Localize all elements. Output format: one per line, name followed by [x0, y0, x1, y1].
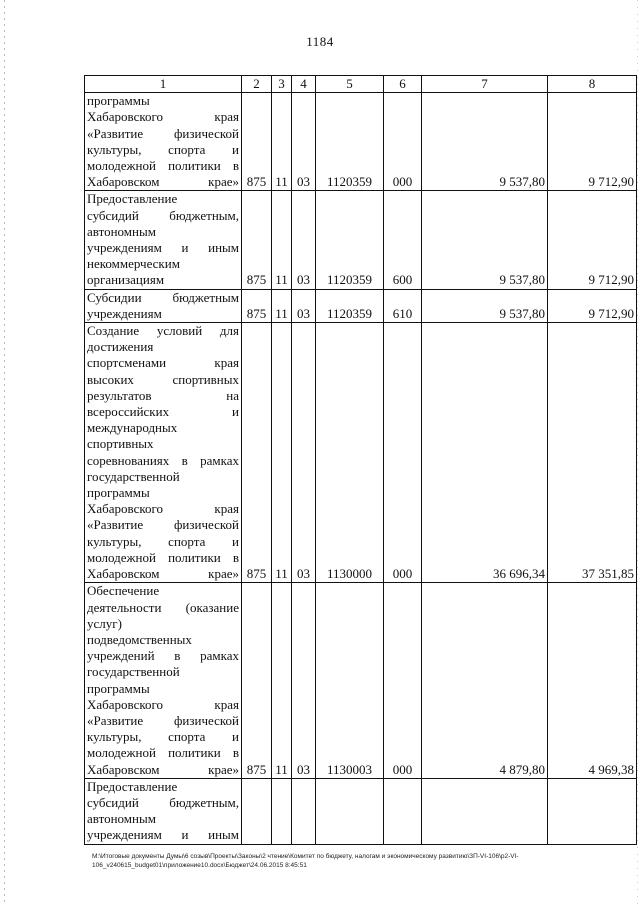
description-line: Предоставление [87, 191, 178, 207]
description-line: культуры, спорта и [87, 141, 239, 157]
description-line: Хабаровского края [87, 109, 239, 125]
description-line: государственной [87, 468, 180, 484]
description-line: подведомственных [87, 631, 192, 647]
description-line: субсидий бюджетным, [87, 207, 239, 223]
header-col-5: 5 [316, 76, 384, 93]
table-row [85, 191, 637, 289]
header-col-7: 7 [422, 76, 548, 93]
target-article-cell [316, 778, 384, 844]
description-line: автономным [87, 223, 156, 239]
description-line: Хабаровского края [87, 696, 239, 712]
expense-type-cell [384, 778, 422, 844]
admin-code-cell: 875 [242, 583, 272, 778]
description-line: программы [87, 93, 150, 109]
header-col-8: 8 [548, 76, 637, 93]
amount-year-2-cell: 9 712,90 [548, 191, 637, 289]
target-article-cell: 1120359 [316, 93, 384, 191]
header-col-2: 2 [242, 76, 272, 93]
description-line: спортивных [87, 436, 154, 452]
amount-year-1-cell: 4 879,80 [422, 583, 548, 778]
description-line: программы [87, 680, 150, 696]
header-col-4: 4 [292, 76, 316, 93]
scan-edge-right [637, 0, 638, 905]
target-article-cell: 1120359 [316, 191, 384, 289]
admin-code-cell: 875 [242, 289, 272, 322]
description-line: «Развитие физической [87, 712, 239, 728]
admin-code-cell: 875 [242, 93, 272, 191]
footer-path-line-1: M:\Итоговые документы Думы\6 созыв\Проекты\Законы\2 чтение\Комитет по бюджету, налогам и экономическому развитию\ЗП-VI-106\р2-VI- [92, 853, 519, 860]
admin-code-cell: 875 [242, 191, 272, 289]
table-body [85, 93, 637, 844]
description-line: Создание условий для [87, 323, 239, 339]
description-cell [85, 323, 242, 583]
budget-table [84, 75, 637, 845]
section-cell: 11 [272, 583, 292, 778]
description-line: некоммерческим [87, 256, 180, 272]
amount-year-2-cell: 4 969,38 [548, 583, 637, 778]
description-line: Хабаровского края [87, 501, 239, 517]
description-line: учреждениям и иным [87, 240, 239, 256]
table-header-row [85, 76, 637, 93]
description-line: Хабаровском крае» [87, 761, 239, 777]
description-line: учреждениям [87, 305, 162, 321]
description-line: учреждениям и иным [87, 827, 239, 843]
description-cell [85, 191, 242, 289]
description-line: высоких спортивных [87, 371, 239, 387]
subsection-cell: 03 [292, 289, 316, 322]
header-col-6: 6 [384, 76, 422, 93]
amount-year-2-cell: 37 351,85 [548, 323, 637, 583]
expense-type-cell: 000 [384, 583, 422, 778]
amount-year-1-cell: 9 537,80 [422, 93, 548, 191]
subsection-cell: 03 [292, 323, 316, 583]
table-row [85, 93, 637, 191]
table-row [85, 778, 637, 844]
section-cell [272, 778, 292, 844]
subsection-cell: 03 [292, 93, 316, 191]
amount-year-1-cell: 9 537,80 [422, 191, 548, 289]
admin-code-cell: 875 [242, 323, 272, 583]
description-line: соревнованиях в рамках [87, 452, 239, 468]
description-line: Предоставление [87, 778, 178, 794]
amount-year-1-cell: 36 696,34 [422, 323, 548, 583]
expense-type-cell: 000 [384, 323, 422, 583]
amount-year-1-cell [422, 778, 548, 844]
description-line: культуры, спорта и [87, 533, 239, 549]
description-line: международных [87, 420, 178, 436]
description-line: «Развитие физической [87, 517, 239, 533]
table-row [85, 323, 637, 583]
document-path-footer [92, 852, 612, 870]
description-line: Хабаровском крае» [87, 174, 239, 190]
section-cell: 11 [272, 323, 292, 583]
table-row [85, 583, 637, 778]
description-line: молодежной политики в [87, 158, 239, 174]
description-line: молодежной политики в [87, 549, 239, 565]
amount-year-2-cell: 9 712,90 [548, 93, 637, 191]
amount-year-2-cell: 9 712,90 [548, 289, 637, 322]
amount-year-2-cell [548, 778, 637, 844]
description-line: субсидий бюджетным, [87, 794, 239, 810]
section-cell: 11 [272, 93, 292, 191]
amount-year-1-cell: 9 537,80 [422, 289, 548, 322]
description-cell [85, 93, 242, 191]
header-col-3: 3 [272, 76, 292, 93]
description-line: программы [87, 485, 150, 501]
description-line: деятельности (оказание [87, 599, 239, 615]
expense-type-cell: 610 [384, 289, 422, 322]
admin-code-cell [242, 778, 272, 844]
section-cell: 11 [272, 191, 292, 289]
description-line: культуры, спорта и [87, 729, 239, 745]
target-article-cell: 1130000 [316, 323, 384, 583]
description-line: результатов на [87, 387, 239, 403]
description-line: организациям [87, 272, 165, 288]
description-line: государственной [87, 664, 180, 680]
subsection-cell [292, 778, 316, 844]
description-line: автономным [87, 811, 156, 827]
header-col-1: 1 [85, 76, 242, 93]
footer-path-line-2: 106_v240615_budget01\приложение10.docx\Бюджет\24.06.2015 8:45:51 [92, 862, 307, 869]
description-line: учреждений в рамках [87, 648, 239, 664]
expense-type-cell: 600 [384, 191, 422, 289]
description-line: достижения [87, 339, 154, 355]
subsection-cell: 03 [292, 583, 316, 778]
description-cell [85, 778, 242, 844]
description-line: Субсидии бюджетным [87, 289, 239, 305]
subsection-cell: 03 [292, 191, 316, 289]
description-line: молодежной политики в [87, 745, 239, 761]
description-line: спортсменами края [87, 355, 239, 371]
scan-edge-left [4, 0, 5, 905]
description-cell [85, 289, 242, 322]
table-row [85, 289, 637, 322]
expense-type-cell: 000 [384, 93, 422, 191]
target-article-cell: 1130003 [316, 583, 384, 778]
section-cell: 11 [272, 289, 292, 322]
description-line: «Развитие физической [87, 125, 239, 141]
description-line: услуг) [87, 615, 122, 631]
description-line: Обеспечение [87, 583, 160, 599]
page-number: 1184 [306, 34, 334, 49]
target-article-cell: 1120359 [316, 289, 384, 322]
description-line: Хабаровском крае» [87, 566, 239, 582]
description-cell [85, 583, 242, 778]
description-line: всероссийских и [87, 404, 239, 420]
